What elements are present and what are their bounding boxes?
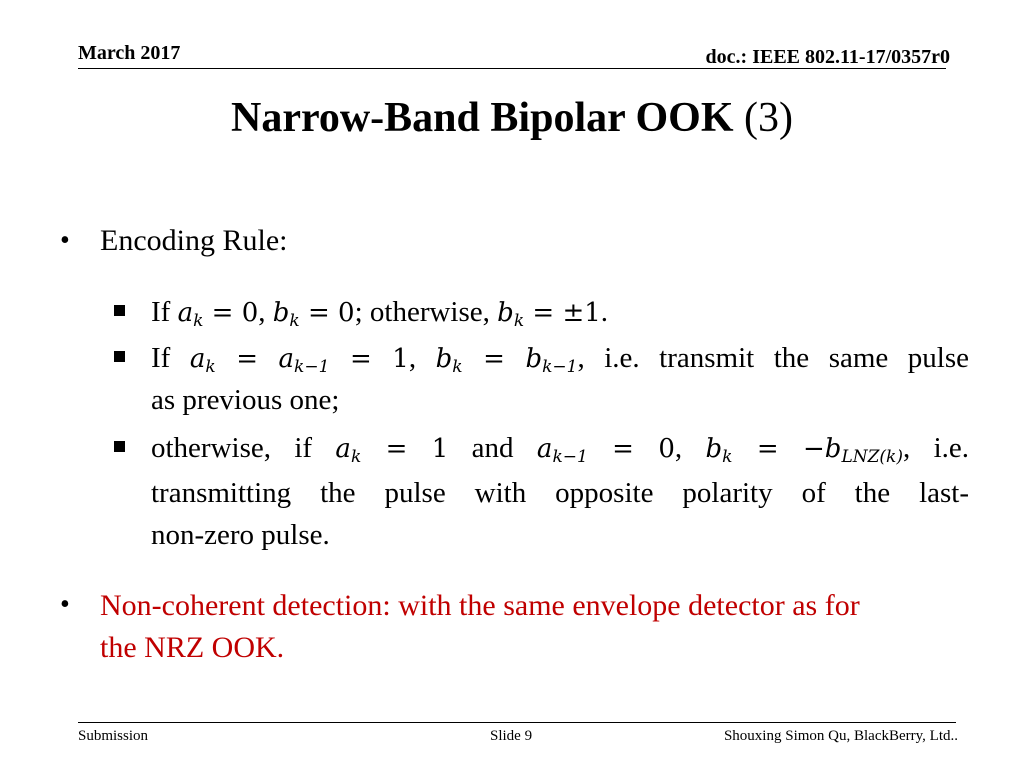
bullet-noncoherent-line-1: Non-coherent detection: with the same envelope detector as for: [100, 589, 860, 622]
header-doc-id: doc.: IEEE 802.11-17/0357r0: [705, 46, 950, 68]
math-ak-minus-1: $a_{k-1}$: [278, 344, 330, 377]
rule-1-otherwise: ; otherwise,: [354, 296, 498, 328]
rule-2-ie: i.e. transmit the same pulse: [584, 342, 970, 374]
rule-2-if: If: [151, 342, 190, 374]
square-bullet-3: [114, 441, 125, 452]
math-bk: $b_k$: [272, 298, 300, 331]
footer-author: Shouxing Simon Qu, BlackBerry, Ltd..: [723, 728, 958, 744]
rule-3-and: and: [448, 432, 537, 464]
math-bk: $b_k$: [705, 434, 733, 467]
math-ak-minus-1: $a_{k-1}$: [536, 434, 588, 467]
math-eq: =: [462, 344, 526, 374]
math-bk: $b_k$: [435, 344, 463, 377]
rule-3-line-3: non-zero pulse.: [151, 519, 330, 551]
bullet-dot: •: [60, 225, 70, 256]
math-eq-one: = 1: [329, 344, 409, 374]
slide-title-main: Narrow-Band Bipolar OOK: [231, 95, 734, 141]
slide-title: [0, 93, 1024, 143]
rule-2: If $a_k = a_{k-1} = 1$, $b_k = b_{k-1}$, i.e. transmit the same pulse: [151, 342, 970, 377]
rule-3-line-2: transmitting the pulse with opposite polarity of the last-: [151, 477, 969, 509]
footer-submission: Submission: [78, 728, 149, 744]
math-bk-minus-1: $b_{k-1}$: [525, 344, 578, 377]
math-ak: $a_k$: [189, 344, 216, 377]
header-divider: [78, 68, 946, 69]
bullet-dot: •: [60, 589, 70, 620]
math-eq-zero: = 0: [587, 434, 675, 464]
bullet-encoding-rule: Encoding Rule:: [100, 224, 288, 257]
math-eq-one: = 1: [361, 434, 449, 464]
square-bullet-2: [114, 351, 125, 362]
math-ak: $a_k$: [177, 298, 204, 331]
math-eq: =: [215, 344, 279, 374]
rule-1-if: If: [151, 296, 178, 328]
math-eq: = −: [732, 434, 825, 464]
rule-1-end: .: [600, 296, 609, 328]
math-b-lnz: $b_{LNZ(k)}$: [824, 434, 903, 467]
header-date: March 2017: [78, 42, 181, 64]
footer-slide-number: Slide 9: [490, 728, 533, 744]
math-bk: $b_k$: [497, 298, 525, 331]
bullet-noncoherent-line-2: the NRZ OOK.: [100, 631, 285, 664]
math-ak: $a_k$: [335, 434, 362, 467]
rule-3-ie: i.e.: [910, 432, 970, 464]
math-eq-zero: = 0: [299, 298, 355, 328]
rule-3-otherwise-if: otherwise, if: [151, 432, 336, 464]
rule-3: otherwise, if $a_k = 1$ and $a_{k-1} = 0$, $b_k = -b_{LNZ(k)}$, i.e.: [151, 432, 970, 467]
square-bullet-1: [114, 305, 125, 316]
math-eq-pm1: = ±1: [524, 298, 601, 328]
rule-2-continued: as previous one;: [151, 384, 340, 416]
rule-1: If $a_k = 0$, $b_k = 0$; otherwise, $b_k = \pm 1$.: [151, 296, 609, 331]
math-eq-zero: = 0: [203, 298, 259, 328]
footer-divider: [78, 722, 956, 723]
slide-title-suffix: (3): [733, 95, 793, 141]
